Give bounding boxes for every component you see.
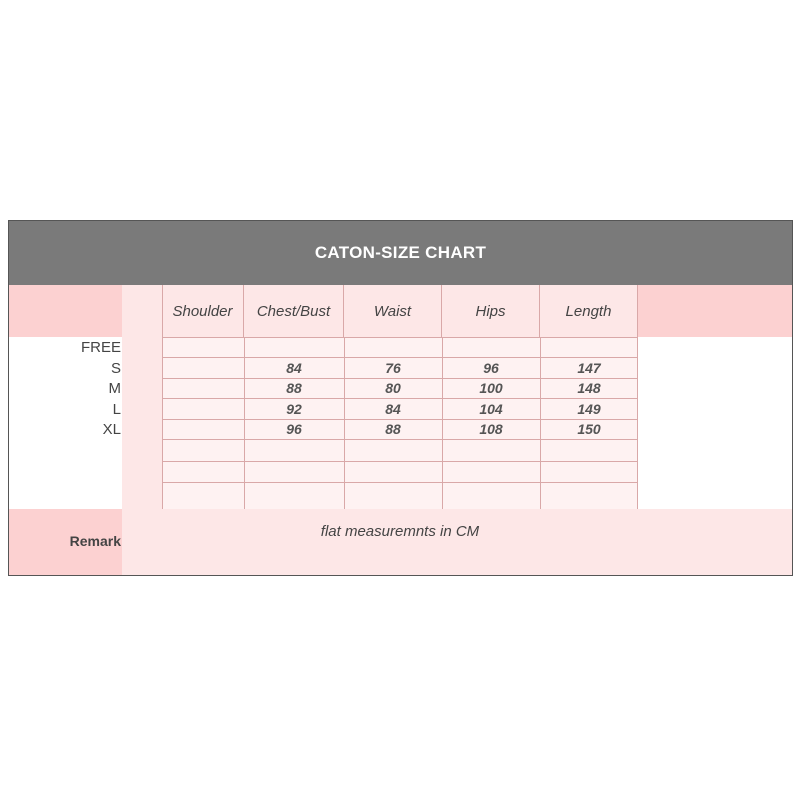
size-label-m: M: [108, 380, 121, 397]
header-right-pink: [638, 285, 792, 337]
label-column-strip: [122, 285, 162, 575]
chart-title: CATON-SIZE CHART: [314, 243, 487, 262]
remark-label-cell: [9, 509, 122, 575]
cell-s-chest: 84: [286, 360, 302, 376]
title-bar: [9, 221, 792, 285]
size-label-xl: XL: [102, 421, 121, 438]
grid-line: [162, 439, 638, 440]
col-header-length: Length: [540, 285, 638, 337]
header-left-pink: [9, 285, 122, 337]
cell-m-length: 148: [577, 380, 601, 396]
grid-line: [162, 419, 638, 420]
col-header-shoulder: Shoulder: [162, 285, 244, 337]
remark-text: flat measuremnts in CM: [320, 523, 480, 540]
cell-xl-waist: 88: [385, 421, 401, 437]
cell-m-waist: 80: [385, 380, 401, 396]
cell-l-hips: 104: [479, 401, 503, 417]
grid-line: [162, 337, 638, 338]
col-header-waist: Waist: [344, 285, 442, 337]
remark-text-cell: [162, 509, 792, 575]
cell-s-hips: 96: [483, 360, 499, 376]
col-header-hips: Hips: [442, 285, 540, 337]
cell-s-length: 147: [577, 360, 601, 376]
size-label-l: L: [112, 401, 121, 418]
cell-s-waist: 76: [385, 360, 401, 376]
cell-xl-length: 150: [577, 421, 601, 437]
grid-line: [162, 482, 638, 483]
cell-m-hips: 100: [479, 380, 503, 396]
cell-m-chest: 88: [286, 380, 302, 396]
cell-l-length: 149: [577, 401, 601, 417]
grid-line: [162, 461, 638, 462]
grid-line: [162, 378, 638, 379]
col-header-chest: Chest/Bust: [244, 285, 344, 337]
size-label-free: FREE: [80, 339, 121, 356]
remark-label: Remark: [69, 533, 121, 549]
grid-line: [162, 357, 638, 358]
cell-l-waist: 84: [385, 401, 401, 417]
size-chart: [8, 220, 793, 576]
cell-xl-chest: 96: [286, 421, 302, 437]
size-label-s: S: [110, 360, 121, 377]
cell-xl-hips: 108: [479, 421, 503, 437]
grid-line: [162, 398, 638, 399]
cell-l-chest: 92: [286, 401, 302, 417]
